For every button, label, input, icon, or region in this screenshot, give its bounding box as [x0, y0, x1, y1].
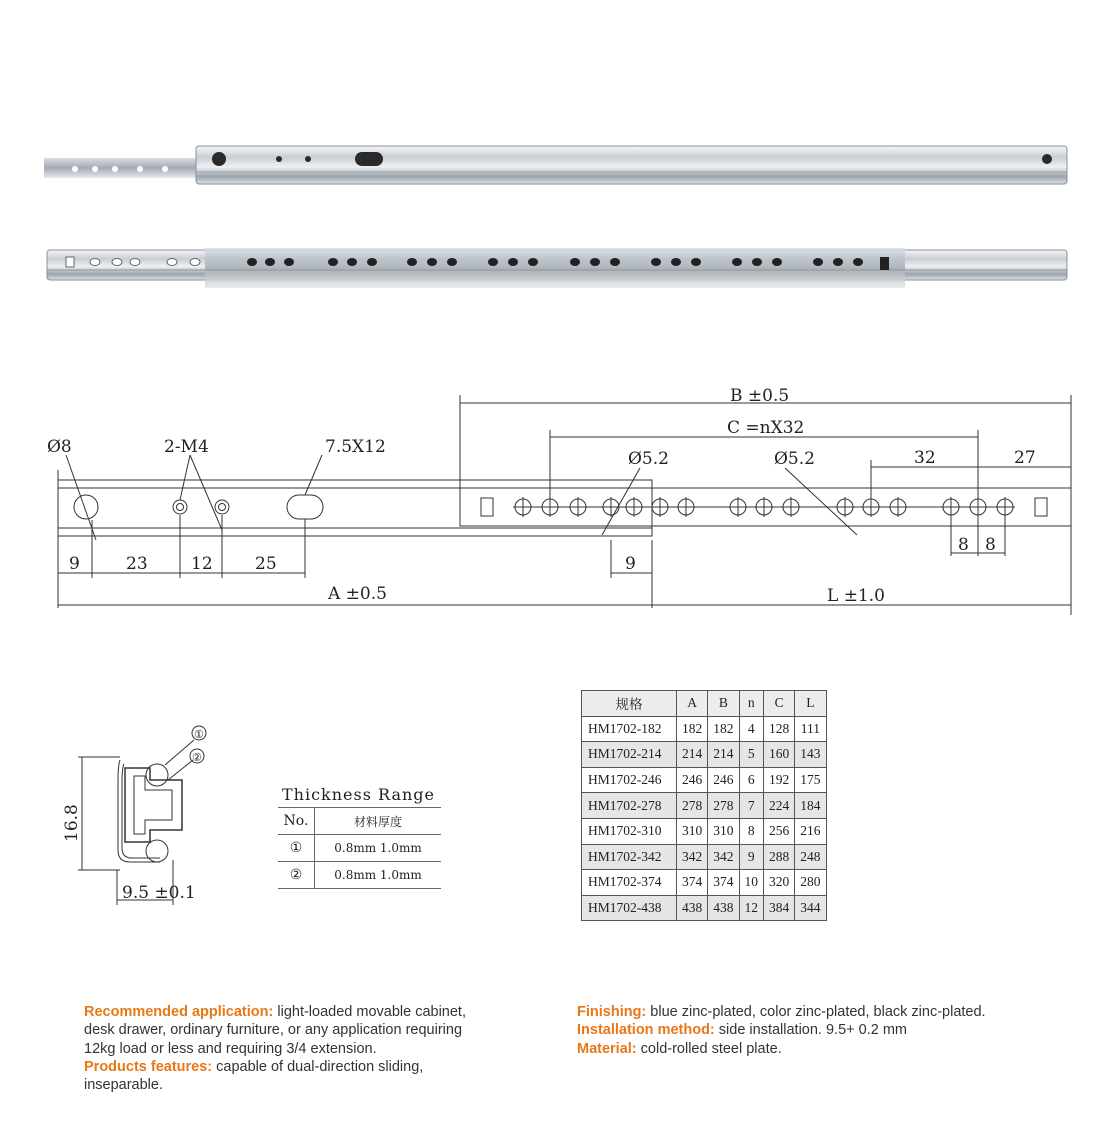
spec-table	[581, 690, 827, 921]
dim-9-mid: 9	[625, 554, 636, 574]
spec-cell: 246	[677, 767, 708, 793]
slide-rail-open	[47, 248, 1067, 288]
spec-header: n	[739, 691, 764, 717]
spec-cell: HM1702-438	[582, 895, 677, 921]
dim-pitch-32: 32	[914, 448, 936, 468]
spec-cell: 175	[795, 767, 826, 793]
spec-cell: 310	[708, 818, 739, 844]
spec-cell: 9	[739, 844, 764, 870]
spec-cell: HM1702-374	[582, 870, 677, 896]
features-label: Products features:	[84, 1058, 213, 1075]
dim-hole-dia-8: Ø8	[47, 437, 72, 457]
spec-cell: 280	[795, 870, 826, 896]
table-row	[582, 844, 827, 870]
table-row	[582, 793, 827, 819]
spec-cell: 438	[708, 895, 739, 921]
spec-cell: 12	[739, 895, 764, 921]
table-row	[582, 870, 827, 896]
installation-text: side installation. 9.5+ 0.2 mm	[714, 1022, 907, 1039]
application-description	[84, 1003, 544, 1094]
spec-cell: 182	[677, 716, 708, 742]
table-row	[582, 818, 827, 844]
spec-cell: 344	[795, 895, 826, 921]
finish-description	[577, 1003, 1097, 1058]
spec-cell: 384	[764, 895, 795, 921]
dim-12: 12	[191, 554, 213, 574]
spec-cell: HM1702-182	[582, 716, 677, 742]
spec-header: L	[795, 691, 826, 717]
application-text: desk drawer, ordinary furniture, or any application requiring	[84, 1022, 463, 1039]
profile-width: 9.5 ±0.1	[122, 883, 196, 903]
dim-27: 27	[1014, 448, 1036, 468]
spec-cell: 342	[677, 844, 708, 870]
dim-thread: 2-M4	[164, 437, 209, 457]
spec-cell: 224	[764, 793, 795, 819]
spec-cell: 6	[739, 767, 764, 793]
spec-cell: 310	[677, 818, 708, 844]
callout-2: ②	[192, 751, 202, 764]
spec-cell: 342	[708, 844, 739, 870]
spec-cell: 192	[764, 767, 795, 793]
spec-cell: 7	[739, 793, 764, 819]
thickness-cell: ②	[278, 862, 315, 889]
dim-hole-dia-52-b: Ø5.2	[774, 449, 815, 469]
spec-header: C	[764, 691, 795, 717]
spec-cell: 256	[764, 818, 795, 844]
spec-cell: 128	[764, 716, 795, 742]
spec-cell: HM1702-342	[582, 844, 677, 870]
thickness-cell: ①	[278, 835, 315, 862]
thickness-title: Thickness Range	[282, 785, 435, 804]
application-text: 12kg load or less and requiring 3/4 extension.	[84, 1040, 377, 1057]
thickness-cell: 0.8mm 1.0mm	[315, 862, 442, 889]
dimension-drawing	[0, 370, 1111, 620]
material-label: Material:	[577, 1040, 637, 1057]
spec-cell: 4	[739, 716, 764, 742]
spec-cell: 10	[739, 870, 764, 896]
spec-cell: 438	[677, 895, 708, 921]
table-row	[278, 835, 441, 862]
dim-25: 25	[255, 554, 277, 574]
spec-cell: 246	[708, 767, 739, 793]
profile-section	[60, 715, 260, 915]
finishing-text: blue zinc-plated, color zinc-plated, black zinc-plated.	[646, 1004, 986, 1020]
table-row	[278, 862, 441, 889]
thickness-table	[278, 807, 441, 889]
spec-cell: 143	[795, 742, 826, 768]
dim-B: B ±0.5	[730, 386, 790, 406]
spec-cell: 8	[739, 818, 764, 844]
spec-cell: 288	[764, 844, 795, 870]
features-text: inseparable.	[84, 1077, 163, 1094]
spec-cell: 374	[708, 870, 739, 896]
spec-cell: 216	[795, 818, 826, 844]
spec-cell: 278	[708, 793, 739, 819]
spec-cell: HM1702-214	[582, 742, 677, 768]
thickness-header-material: 材料厚度	[315, 808, 442, 835]
spec-cell: HM1702-310	[582, 818, 677, 844]
material-text: cold-rolled steel plate.	[636, 1040, 782, 1057]
application-label: Recommended application:	[84, 1004, 274, 1020]
dim-8-a: 8	[958, 535, 969, 555]
profile-height: 16.8	[62, 804, 82, 842]
hole-row	[513, 497, 1015, 517]
spec-cell: 248	[795, 844, 826, 870]
spec-cell: 278	[677, 793, 708, 819]
table-row	[582, 716, 827, 742]
table-row	[582, 767, 827, 793]
spec-cell: 374	[677, 870, 708, 896]
spec-cell: 182	[708, 716, 739, 742]
spec-cell: 111	[795, 716, 826, 742]
dim-A: A ±0.5	[328, 584, 387, 604]
dim-23: 23	[126, 554, 148, 574]
dim-slot: 7.5X12	[325, 437, 386, 457]
spec-header: B	[708, 691, 739, 717]
spec-cell: HM1702-246	[582, 767, 677, 793]
thickness-cell: 0.8mm 1.0mm	[315, 835, 442, 862]
thickness-header-no: No.	[278, 808, 315, 835]
spec-cell: 184	[795, 793, 826, 819]
spec-header: A	[677, 691, 708, 717]
dim-L: L ±1.0	[827, 586, 885, 606]
finishing-label: Finishing:	[577, 1004, 647, 1020]
spec-cell: 5	[739, 742, 764, 768]
spec-header: 规格	[582, 691, 677, 717]
table-row	[582, 742, 827, 768]
spec-cell: 214	[708, 742, 739, 768]
installation-label: Installation method:	[577, 1022, 715, 1039]
application-text: light-loaded movable cabinet,	[273, 1004, 466, 1020]
product-photo	[0, 0, 1111, 300]
dim-8-b: 8	[985, 535, 996, 555]
features-text: capable of dual-direction sliding,	[212, 1058, 424, 1075]
callout-1: ①	[194, 728, 204, 741]
spec-cell: 160	[764, 742, 795, 768]
dim-hole-dia-52-a: Ø5.2	[628, 449, 669, 469]
slide-rail-closed	[44, 146, 1067, 184]
spec-cell: 214	[677, 742, 708, 768]
dim-9-left: 9	[69, 554, 80, 574]
spec-cell: HM1702-278	[582, 793, 677, 819]
spec-cell: 320	[764, 870, 795, 896]
table-row	[582, 895, 827, 921]
dim-C: C =nX32	[727, 418, 805, 438]
